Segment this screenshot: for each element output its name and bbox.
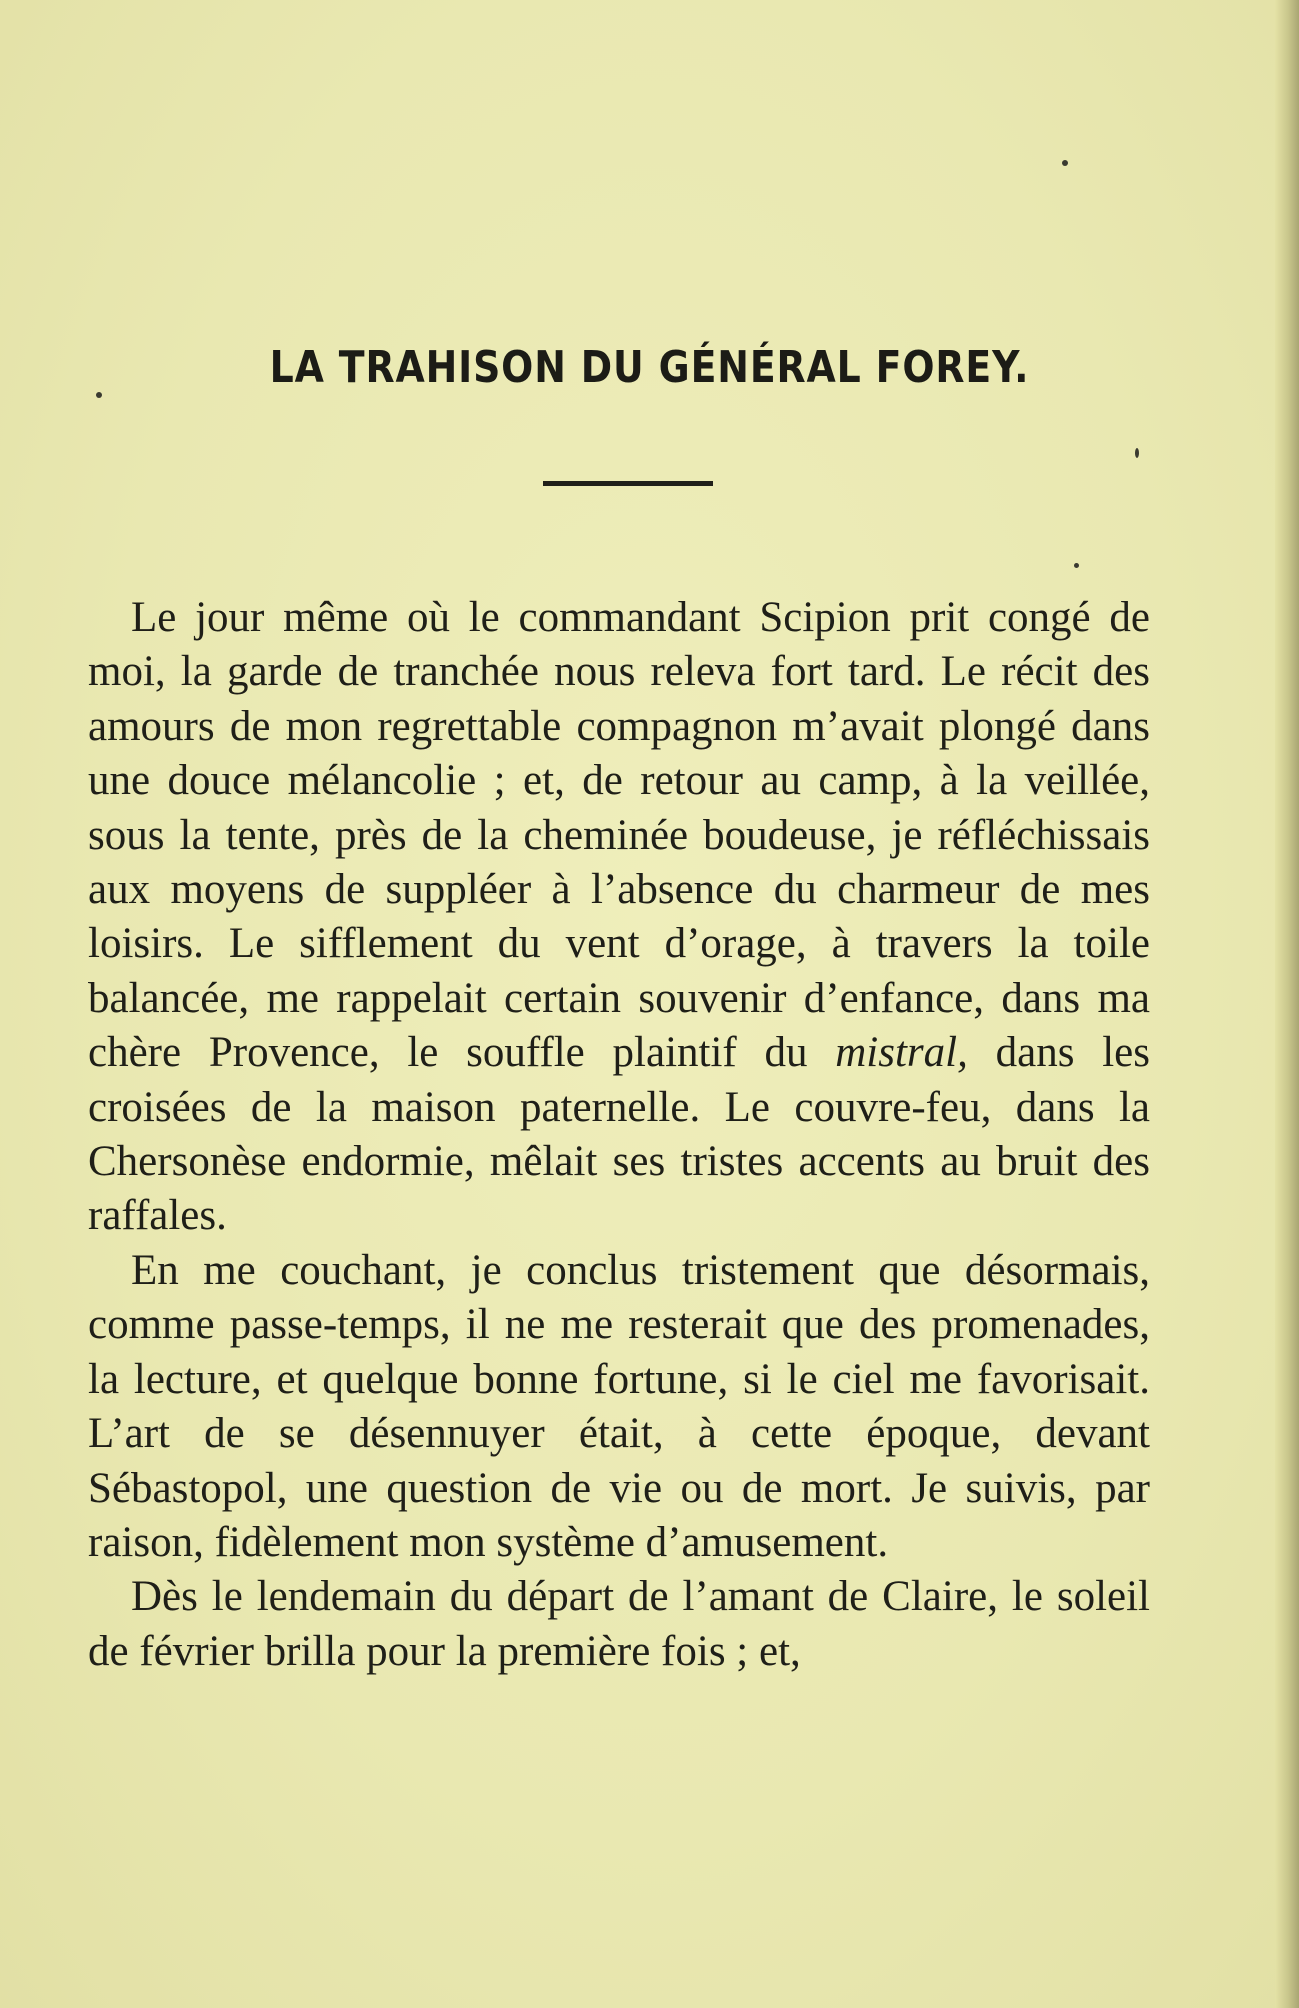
page-edge-shadow: [1275, 0, 1299, 2008]
paragraph-2: [88, 1244, 1150, 1570]
paragraph-1: [88, 591, 1150, 1244]
ink-speck: [1062, 160, 1068, 166]
paragraph-3: [88, 1570, 1150, 1679]
chapter-title: LA TRAHISON DU GÉNÉRAL FOREY.: [269, 342, 1030, 393]
paragraph-2-text: En me couchant, je conclus tristement que désormais, comme passe-temps, il ne me resterait que des promenades, la lecture, et quelque bonne fortune, si le ciel me favorisait. L’art de se désennuyer était, à cette époque, devant Sébastopol, une question de vie ou de mort. Je suivis, par raison, fidèlement mon système d’amusement.: [88, 1246, 1150, 1566]
title-divider: [543, 481, 713, 486]
ink-speck: [1074, 563, 1079, 568]
chapter-body: [88, 591, 1150, 1679]
paragraph-1-italic-word: mistral,: [835, 1029, 968, 1077]
paragraph-1-text-end: dans les croisées de la maison paternelle. Le couvre-feu, dans la Chersonèse endormie, mêlait ses tristes accents au bruit des raffales.: [88, 1029, 1150, 1240]
ink-speck: [1135, 448, 1139, 458]
paragraph-3-text: Dès le lendemain du départ de l’amant de Claire, le soleil de février brilla pour la première fois ; et,: [88, 1573, 1150, 1675]
paragraph-1-text-start: Le jour même où le commandant Scipion prit congé de moi, la garde de tranchée nous releva fort tard. Le récit des amours de mon regrettable compagnon m’avait plongé dans une douce mélancolie ; et, de retour au camp, à la veillée, sous la tente, près de la cheminée boudeuse, je réfléchissais aux moyens de suppléer à l’absence du charmeur de mes loisirs. Le sifflement du vent d’orage, à travers la toile balancée, me rappelait certain souvenir d’enfance, dans ma chère Provence, le souffle plaintif du: [88, 594, 1150, 1077]
